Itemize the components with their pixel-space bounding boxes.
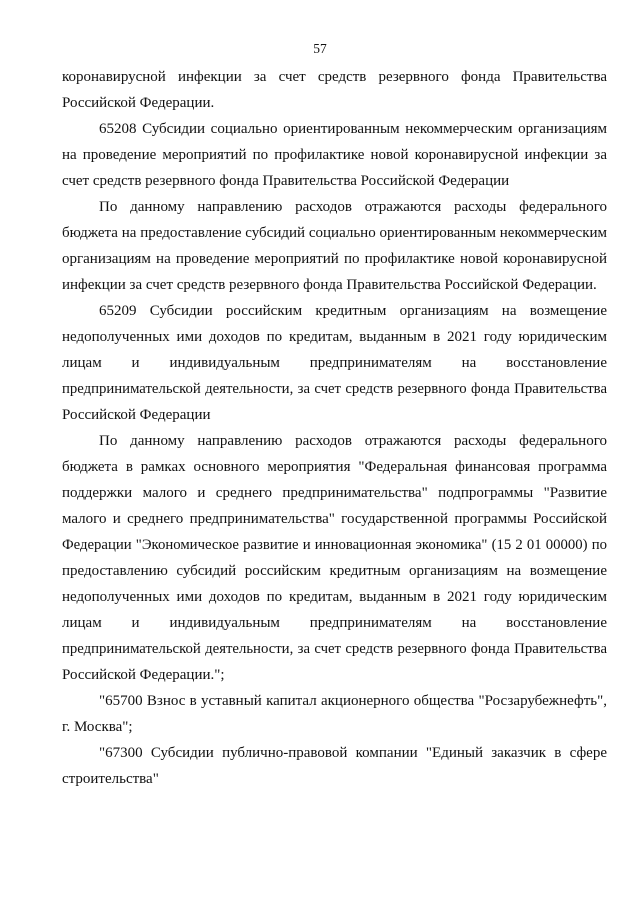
text-line: Российской Федерации.: [62, 95, 215, 111]
text-line: Российской Федерации.";: [62, 667, 225, 683]
text-line: предпринимательской деятельности, за счет средств резервного фонда Правительства: [62, 381, 607, 397]
text-line: бюджета на предоставление субсидий социально ориентированным некоммерческим: [62, 225, 607, 241]
text-line: поддержки малого и среднего предпринимательства" подпрограммы "Развитие: [62, 485, 607, 501]
text-line: По данному направлению расходов отражаются расходы федерального: [99, 433, 607, 449]
page-number: 57: [313, 41, 327, 56]
text-line: бюджета в рамках основного мероприятия "Федеральная финансовая программа: [62, 459, 607, 475]
text-line: организациям на проведение мероприятий по профилактике новой коронавирусной: [62, 251, 607, 267]
text-line: счет средств резервного фонда Правительства Российской Федерации: [62, 173, 510, 189]
text-line: предоставлению субсидий российским кредитным организациям на возмещение: [62, 563, 607, 579]
text-line: Российской Федерации: [62, 407, 211, 423]
text-line: лицам и индивидуальным предпринимателям на восстановление: [62, 615, 607, 631]
document-body: [62, 64, 607, 792]
text-line: строительства": [62, 771, 159, 787]
text-line: лицам и индивидуальным предпринимателям на восстановление: [62, 355, 607, 371]
text-line: По данному направлению расходов отражаются расходы федерального: [99, 199, 607, 215]
text-line: малого и среднего предпринимательства" государственной программы Российской: [62, 511, 607, 527]
text-line: Федерации "Экономическое развитие и инновационная экономика" (15 2 01 00000) по: [62, 537, 607, 553]
text-line: г. Москва";: [62, 719, 133, 735]
text-line: коронавирусной инфекции за счет средств резервного фонда Правительства: [62, 69, 607, 85]
text-line: 65209 Субсидии российским кредитным организациям на возмещение: [99, 303, 607, 319]
text-line: инфекции за счет средств резервного фонда Правительства Российской Федерации.: [62, 277, 597, 293]
text-line: недополученных ими доходов по кредитам, выданным в 2021 году юридическим: [62, 589, 607, 605]
text-line: "65700 Взнос в уставный капитал акционерного общества "Росзарубежнефть",: [99, 693, 607, 709]
text-line: 65208 Субсидии социально ориентированным некоммерческим организациям: [99, 121, 607, 137]
text-line: недополученных ими доходов по кредитам, выданным в 2021 году юридическим: [62, 329, 607, 345]
text-line: предпринимательской деятельности, за счет средств резервного фонда Правительства: [62, 641, 607, 657]
text-line: на проведение мероприятий по профилактике новой коронавирусной инфекции за: [62, 147, 607, 163]
text-line: "67300 Субсидии публично-правовой компании "Единый заказчик в сфере: [99, 745, 607, 761]
